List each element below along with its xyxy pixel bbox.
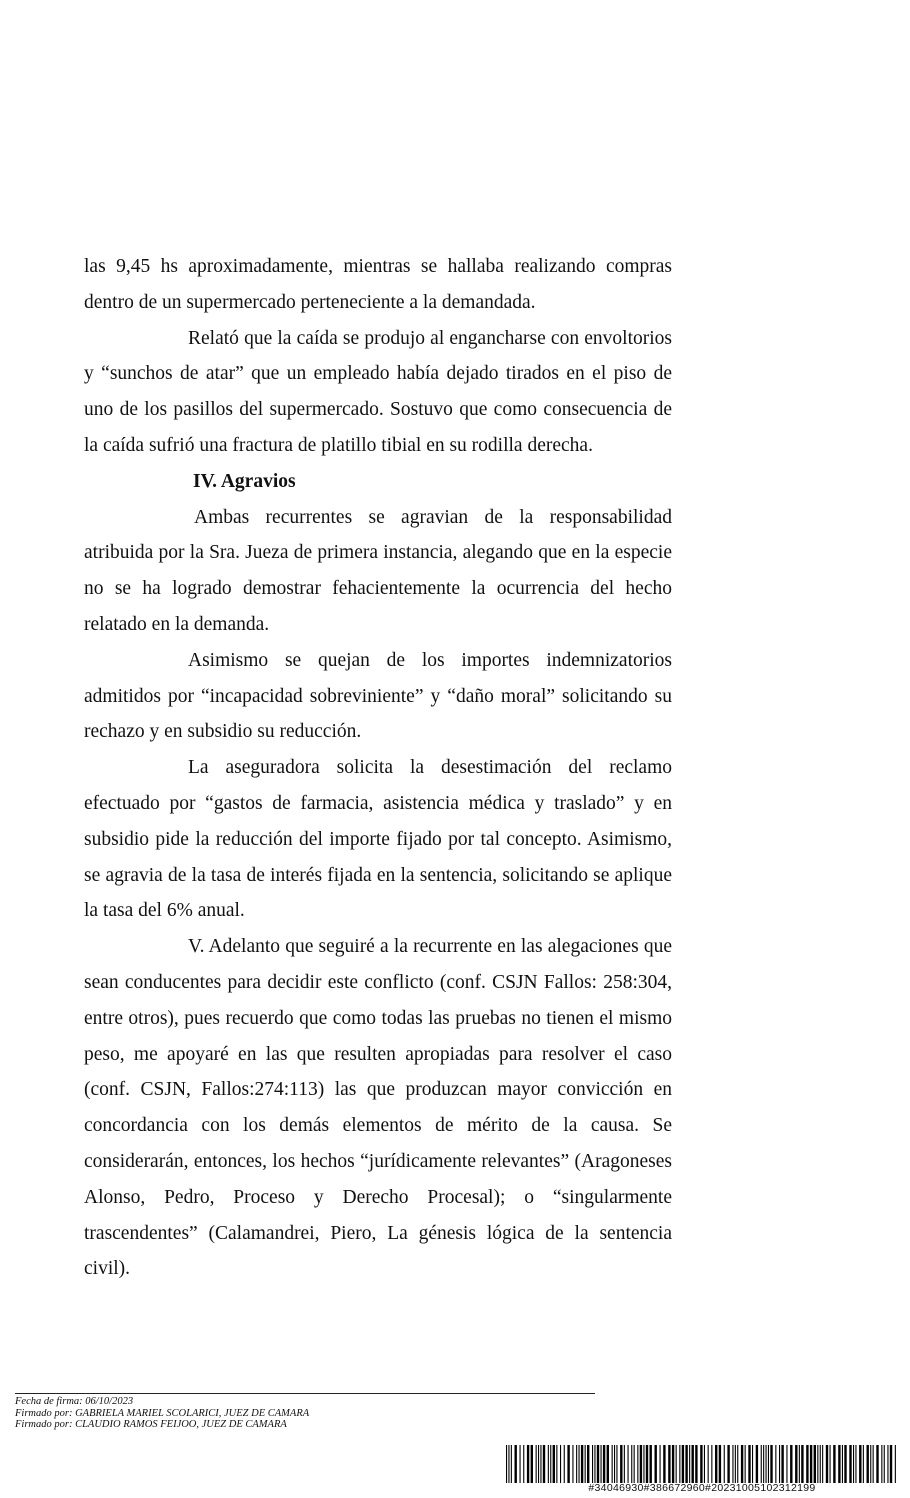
signature-date: Fecha de firma: 06/10/2023 bbox=[15, 1396, 134, 1407]
paragraph-section-v: V. Adelanto que seguiré a la recurrente en las alegaciones que sean conducentes para decidir este conflicto (conf. CSJN Fallos: 258:304, entre otros), pues recuerdo que como todas las pruebas no tienen el mismo peso, me apoyaré en las que resulten apropiadas para resolver el caso (conf. CSJN, Fallos:274:113) las que produzcan mayor convicción en concordancia con los demás elementos de mérito de la causa. Se considerarán, entonces, los hechos “jurídicamente relevantes” (Aragoneses Alonso, Pedro, Proceso y Derecho Procesal); o “singularmente trascendentes” (Calamandrei, Piero, La génesis lógica de la sentencia civil). bbox=[84, 936, 672, 1280]
paragraph-agravios-importes: Asimismo se quejan de los importes indemnizatorios admitidos por “incapacidad sobreviniente” y “daño moral” solicitando su rechazo y en subsidio su reducción. bbox=[84, 649, 672, 743]
paragraph-aseguradora: La aseguradora solicita la desestimación del reclamo efectuado por “gastos de farmacia, asistencia médica y traslado” y en subsidio pide la reducción del importe fijado por tal concepto. Asimismo, se agravia de la tasa de interés fijada en la sentencia, solicitando se aplique la tasa del 6% anual. bbox=[84, 757, 672, 922]
document-body bbox=[84, 249, 672, 1287]
barcode-image bbox=[506, 1445, 898, 1483]
paragraph-continuation: las 9,45 hs aproximadamente, mientras se hallaba realizando compras dentro de un supermercado perteneciente a la demandada. bbox=[84, 256, 672, 313]
signature-block bbox=[15, 1396, 309, 1431]
section-heading-agravios: IV. Agravios bbox=[193, 470, 296, 492]
signature-signer-1: Firmado por: GABRIELA MARIEL SCOLARICI, JUEZ DE CAMARA bbox=[15, 1407, 310, 1419]
paragraph-relato: Relató que la caída se produjo al engancharse con envoltorios y “sunchos de atar” que un empleado había dejado tirados en el piso de uno de los pasillos del supermercado. Sostuvo que como consecuencia de la caída sufrió una fractura de platillo tibial en su rodilla derecha. bbox=[84, 327, 672, 456]
paragraph-agravios-responsabilidad: Ambas recurrentes se agravian de la responsabilidad atribuida por la Sra. Jueza de primera instancia, alegando que en la especie no se ha logrado demostrar fehacientemente la ocurrencia del hecho relatado en la demanda. bbox=[84, 506, 672, 635]
signature-signer-2: Firmado por: CLAUDIO RAMOS FEIJOO, JUEZ DE CAMARA bbox=[15, 1419, 287, 1430]
signature-divider bbox=[15, 1393, 595, 1394]
barcode-text: #34046930#386672960#20231005102312199 bbox=[588, 1482, 816, 1494]
